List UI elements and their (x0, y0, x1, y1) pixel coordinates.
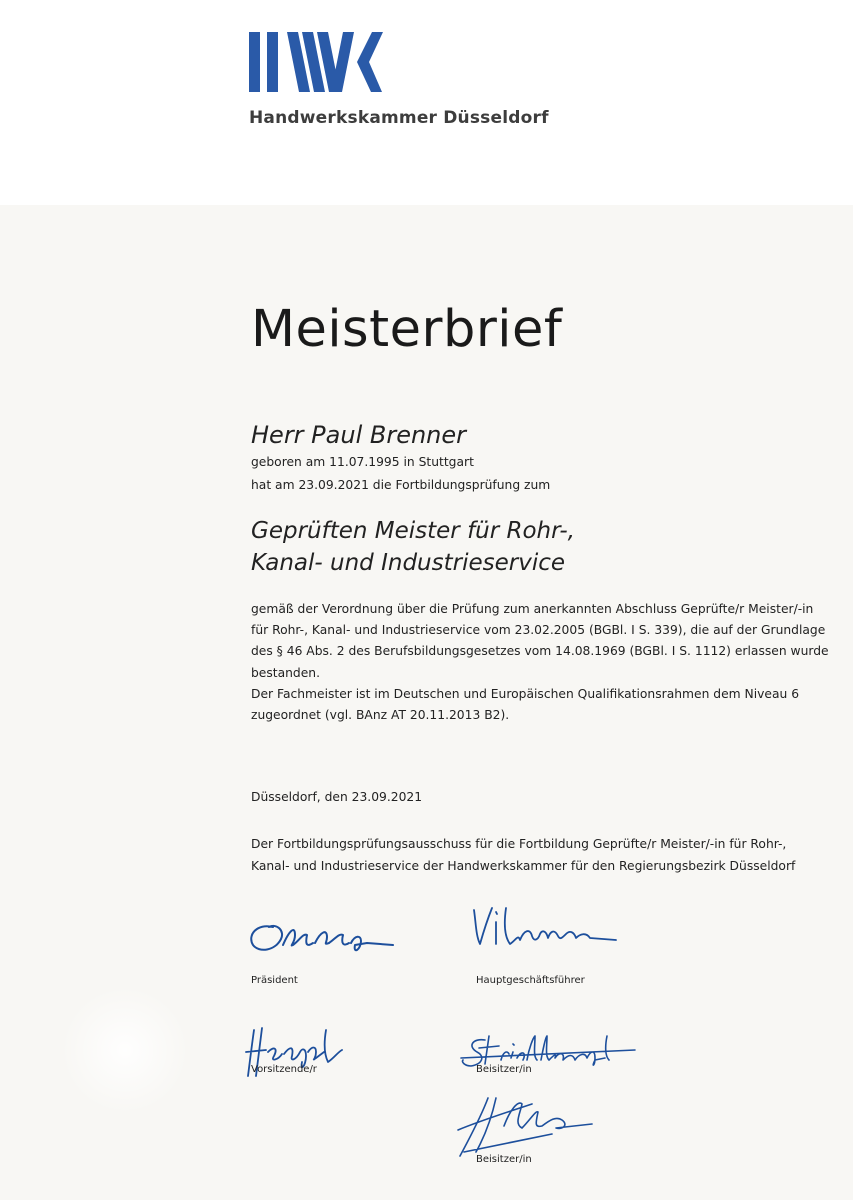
assessor-signature-2 (452, 1090, 597, 1162)
body-line: zugeordnet (vgl. BAnz AT 20.11.2013 B2). (251, 708, 510, 723)
qualification-title (251, 515, 575, 579)
place-and-date: Düsseldorf, den 23.09.2021 (251, 790, 423, 804)
body-line: für Rohr-, Kanal- und Industrieservice vom 23.02.2005 (BGBl. I S. 339), die auf der Grundlage (251, 623, 826, 638)
legal-basis-text (251, 599, 829, 726)
chair-label: Vorsitzende/r (251, 1064, 317, 1075)
body-line: Der Fachmeister ist im Deutschen und Europäischen Qualifikationsrahmen dem Niveau 6 (251, 686, 800, 701)
letterhead-band (0, 0, 853, 205)
qualification-line: Geprüften Meister für Rohr-, (251, 518, 575, 544)
birth-line: geboren am 11.07.1995 in Stuttgart (251, 455, 474, 469)
seal-impression (60, 985, 190, 1115)
body-line: des § 46 Abs. 2 des Berufsbildungsgesetzes vom 14.08.1969 (BGBl. I S. 1112) erlassen wurde (251, 644, 829, 659)
body-line: gemäß der Verordnung über die Prüfung zum anerkannten Abschluss Geprüfte/r Meister/-in (251, 602, 814, 616)
body-line: bestanden. (251, 665, 321, 680)
president-signature (243, 905, 403, 960)
assessor-label-1: Beisitzer/in (476, 1064, 532, 1075)
hwk-logo (247, 30, 387, 94)
committee-text (251, 833, 795, 877)
document-title: Meisterbrief (251, 300, 563, 359)
assessor-label-2: Beisitzer/in (476, 1154, 532, 1165)
president-label: Präsident (251, 975, 298, 986)
qualification-line: Kanal- und Industrieservice (251, 550, 566, 576)
committee-line: Kanal- und Industrieservice der Handwerkskammer für den Regierungsbezirk Düsseldorf (251, 859, 796, 873)
managing-director-signature (466, 900, 626, 955)
committee-line: Der Fortbildungsprüfungsausschuss für die Fortbildung Geprüfte/r Meister/-in für Rohr-, (251, 837, 787, 851)
exam-line: hat am 23.09.2021 die Fortbildungsprüfung zum (251, 478, 551, 492)
organization-name: Handwerkskammer Düsseldorf (249, 108, 549, 128)
managing-director-label: Hauptgeschäftsführer (476, 975, 585, 986)
recipient-name: Herr Paul Brenner (251, 421, 467, 449)
